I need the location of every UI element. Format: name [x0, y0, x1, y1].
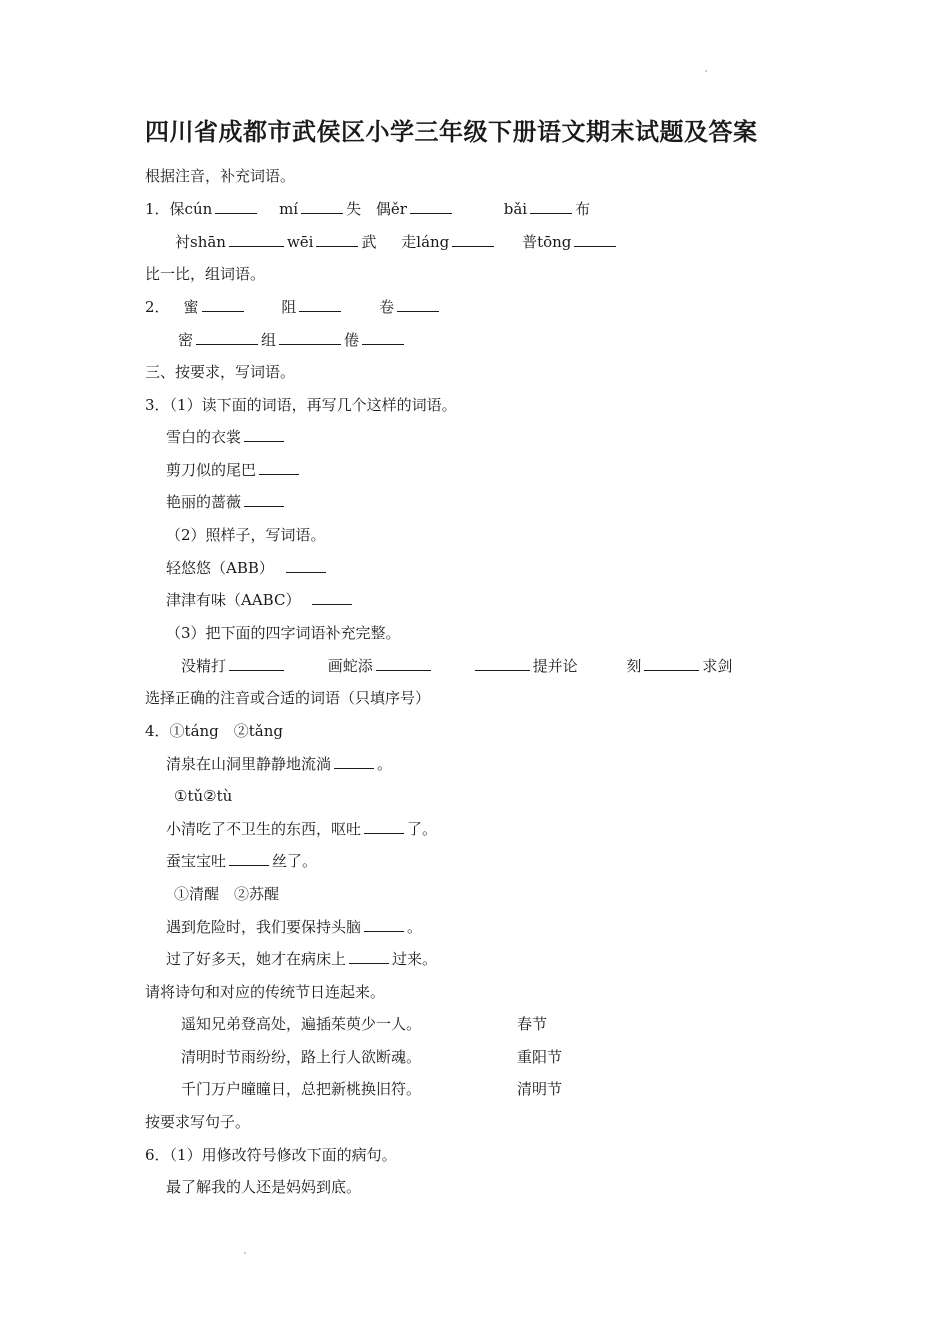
answer-blank[interactable]	[244, 427, 284, 442]
q3-word3: 艳丽的蔷薇	[166, 492, 287, 512]
q3-idioms: 没精打 画蛇添 提并论 刻 求剑	[181, 657, 733, 675]
poem-line-3[interactable]: 千门万户曈曈日，总把新桃换旧符。	[181, 1080, 422, 1098]
answer-blank[interactable]	[316, 232, 358, 247]
answer-blank[interactable]	[362, 330, 404, 345]
answer-blank[interactable]	[376, 656, 431, 671]
answer-blank[interactable]	[259, 460, 299, 475]
answer-blank[interactable]	[301, 199, 343, 214]
scan-speck-bottom	[244, 1252, 246, 1254]
answer-blank[interactable]	[215, 199, 257, 214]
answer-blank[interactable]	[364, 819, 404, 834]
q1-row2: 衬shān wēi 武 走láng 普tōng	[175, 232, 619, 252]
answer-blank[interactable]	[574, 232, 616, 247]
festival-2[interactable]: 重阳节	[517, 1048, 563, 1066]
section-6-heading: 按要求写句子。	[145, 1113, 251, 1131]
answer-blank[interactable]	[196, 330, 258, 345]
q1-number: 1．	[145, 200, 170, 218]
festival-3[interactable]: 清明节	[517, 1080, 563, 1098]
section-3-heading: 三、按要求，写词语。	[145, 363, 296, 381]
answer-blank[interactable]	[334, 754, 374, 769]
section-1-heading: 根据注音，补充词语。	[145, 167, 296, 185]
q2-row2: 密 组 倦	[178, 330, 407, 350]
answer-blank[interactable]	[349, 949, 389, 964]
q4-sentence-5: 过了好多天，她才在病床上 过来。	[166, 950, 438, 968]
section-5-heading: 请将诗句和对应的传统节日连起来。	[145, 983, 386, 1001]
poem-line-2[interactable]: 清明时节雨纷纷，路上行人欲断魂。	[181, 1048, 422, 1066]
answer-blank[interactable]	[312, 590, 352, 605]
section-4-heading: 选择正确的注音或合适的词语（只填序号）	[145, 689, 431, 707]
answer-blank[interactable]	[475, 656, 530, 671]
q3-word4: 轻悠悠（ABB）	[166, 558, 329, 578]
answer-blank[interactable]	[397, 297, 439, 312]
answer-blank[interactable]	[286, 558, 326, 573]
answer-blank[interactable]	[229, 232, 284, 247]
q4-sentence-4: 遇到危险时，我们要保持头脑 。	[166, 918, 423, 936]
q3-part2: （2）照样子，写词语。	[166, 526, 326, 544]
q3-word1: 雪白的衣裳	[166, 427, 287, 447]
answer-blank[interactable]	[452, 232, 494, 247]
q4-options-3: ①清醒 ②苏醒	[174, 885, 280, 903]
q4-sentence-3: 蚕宝宝吐 丝了。	[166, 852, 318, 870]
page-title: 四川省成都市武侯区小学三年级下册语文期末试题及答案	[145, 117, 758, 146]
answer-blank[interactable]	[410, 199, 452, 214]
q6-sentence: 最了解我的人还是妈妈到底。	[166, 1178, 362, 1196]
q4-sentence-2: 小清吃了不卫生的东西，呕吐 了。	[166, 820, 438, 838]
q3-word2: 剪刀似的尾巴	[166, 460, 302, 480]
answer-blank[interactable]	[279, 330, 341, 345]
section-2-heading: 比一比，组词语。	[145, 265, 266, 283]
q3-part1: 3．（1）读下面的词语，再写几个这样的词语。	[145, 396, 457, 414]
q4-options-1: 4．①táng ②tǎng	[145, 722, 284, 740]
answer-blank[interactable]	[229, 656, 284, 671]
q4-options-2: ①tǔ②tù	[174, 787, 233, 805]
poem-line-1[interactable]: 遥知兄弟登高处，遍插茱萸少一人。	[181, 1015, 422, 1033]
answer-blank[interactable]	[530, 199, 572, 214]
answer-blank[interactable]	[364, 917, 404, 932]
answer-blank[interactable]	[644, 656, 699, 671]
q2-row1: 2． 蜜 阻 卷	[145, 297, 442, 317]
answer-blank[interactable]	[299, 297, 341, 312]
q3-part3: （3）把下面的四字词语补充完整。	[166, 624, 401, 642]
q6-part1: 6．（1）用修改符号修改下面的病句。	[145, 1146, 397, 1164]
answer-blank[interactable]	[229, 851, 269, 866]
answer-blank[interactable]	[244, 492, 284, 507]
scan-speck-top	[705, 70, 707, 72]
answer-blank[interactable]	[202, 297, 244, 312]
festival-1[interactable]: 春节	[517, 1015, 548, 1033]
q1-row1: 1．保cún mí 失 偶ěr bǎi 布	[145, 200, 591, 218]
q4-sentence-1: 清泉在山洞里静静地流淌 。	[166, 755, 393, 773]
q3-word5: 津津有味（AABC）	[166, 590, 355, 610]
